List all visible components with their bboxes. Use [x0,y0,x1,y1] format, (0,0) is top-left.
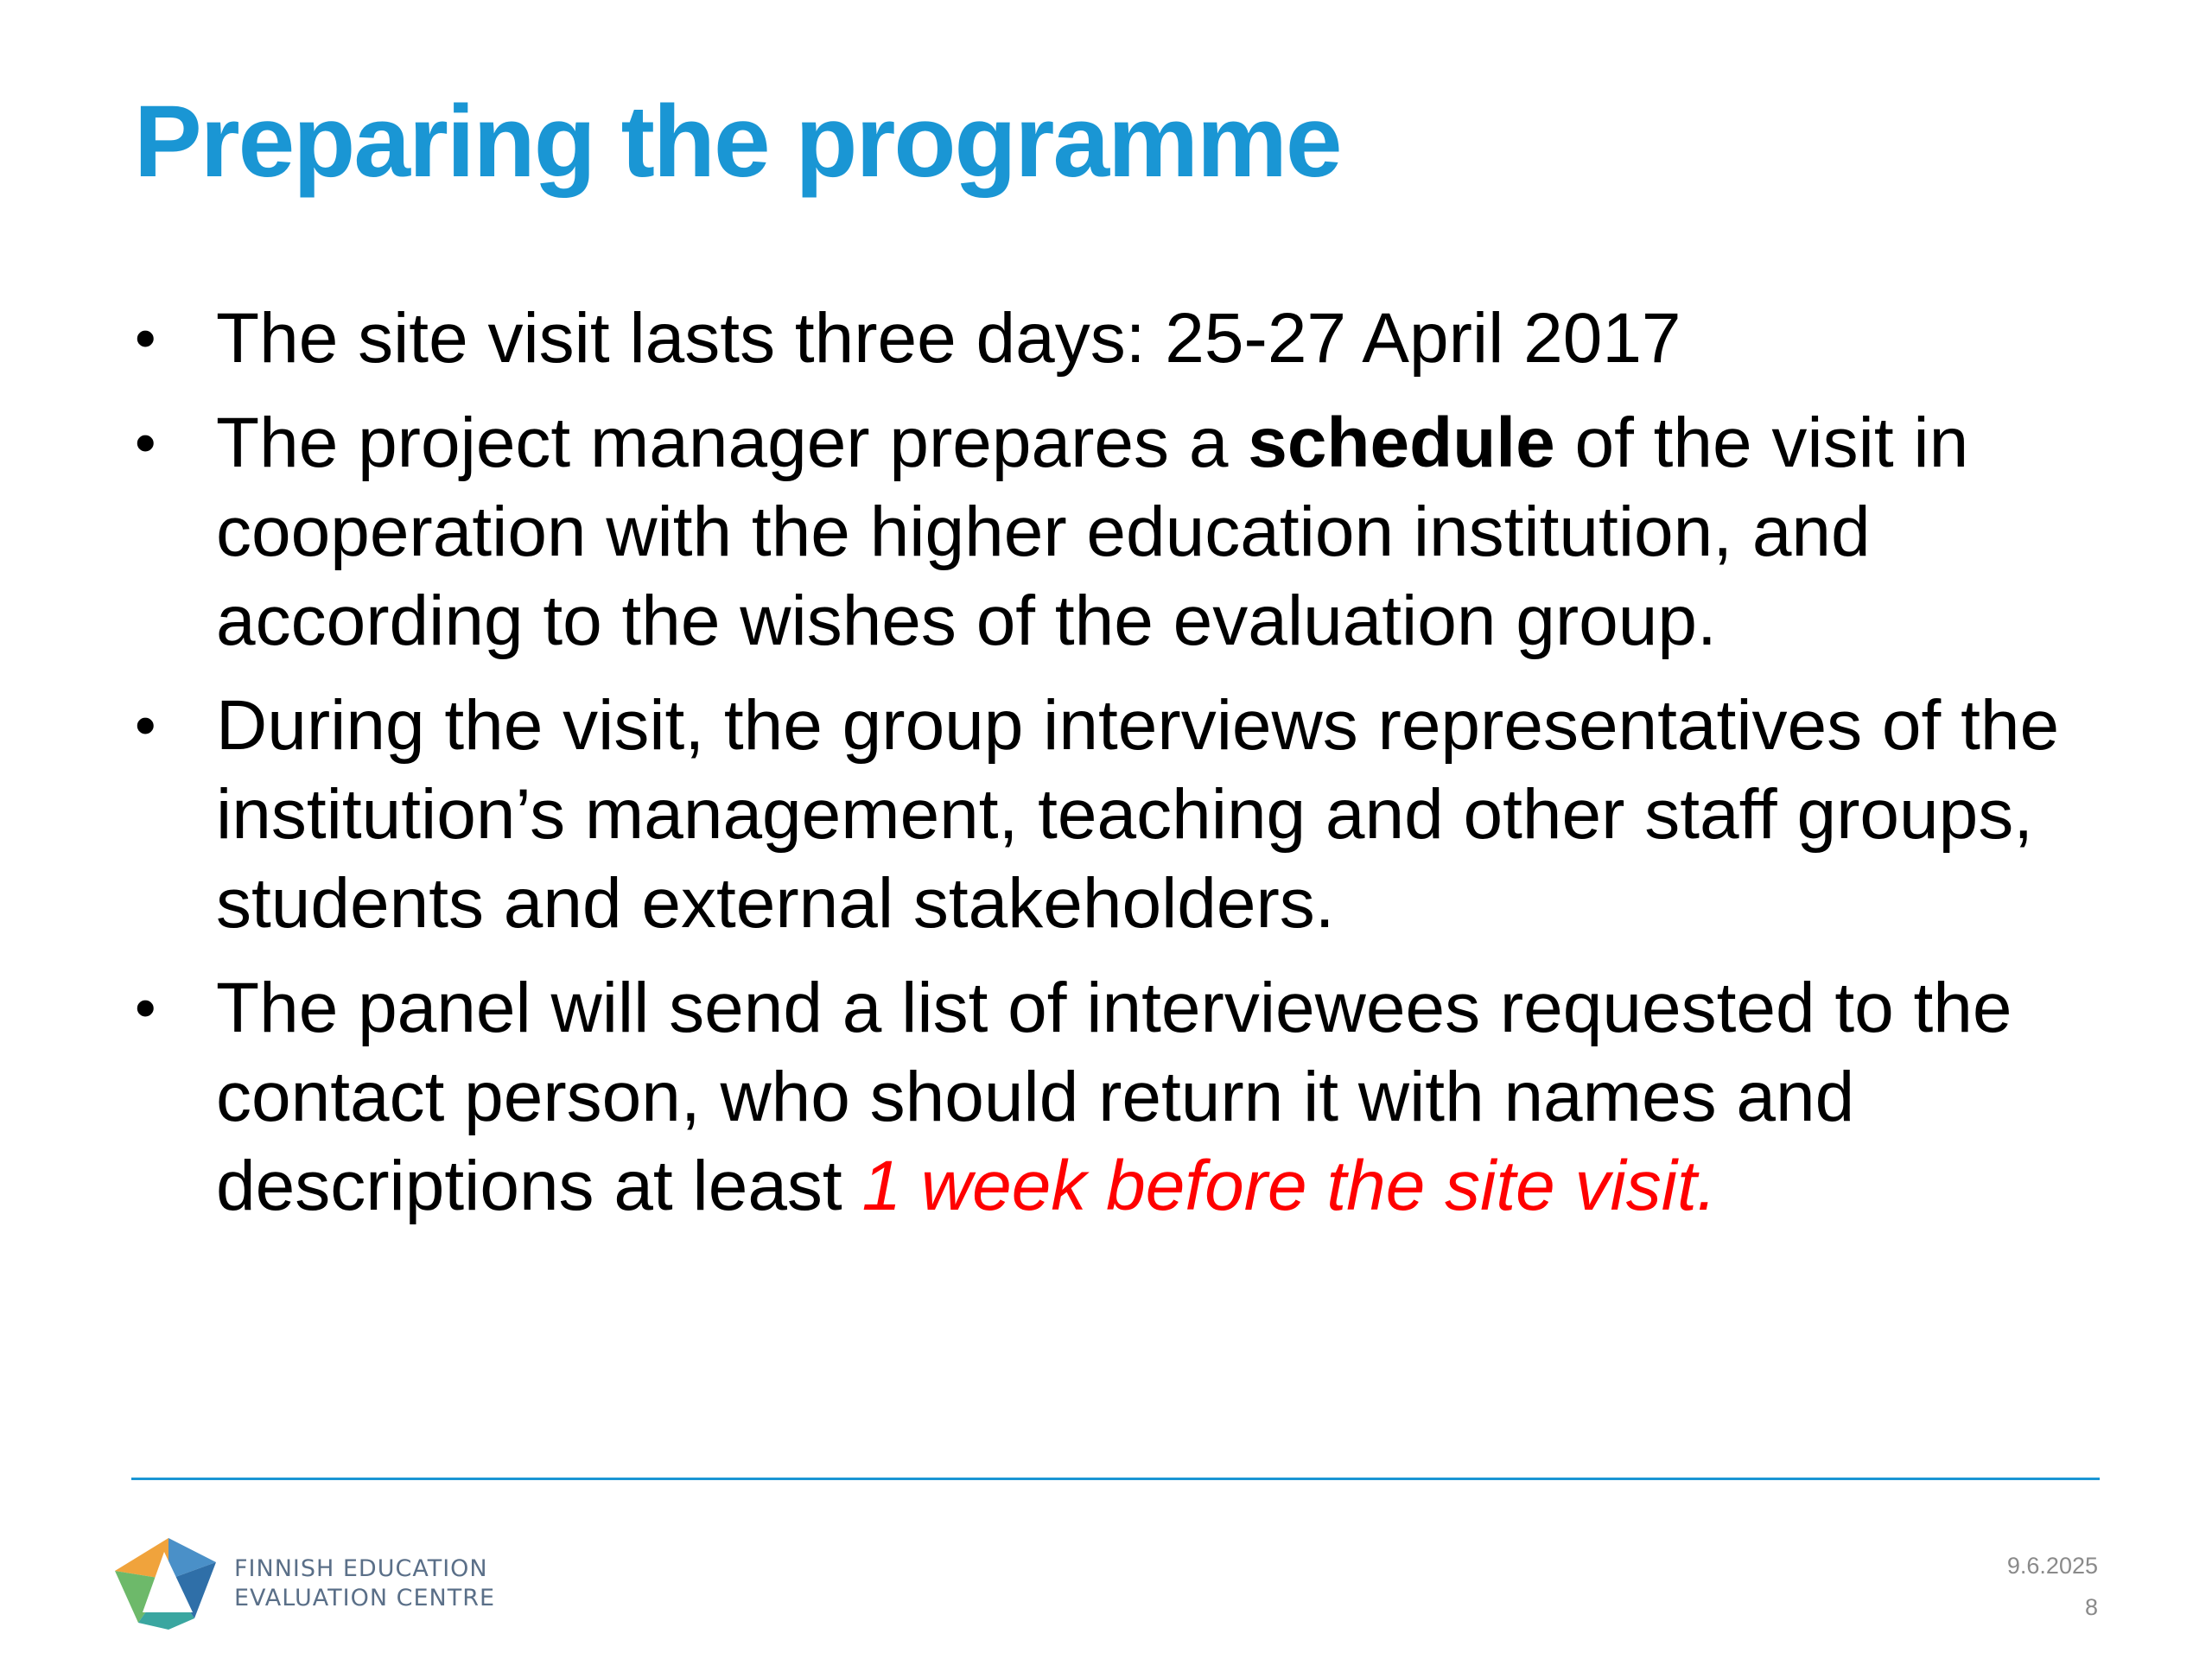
triangle-logo-icon [108,1536,220,1631]
bullet-text: The panel will send a list of interviewees requested to the contact person, who should return it with names and descriptions at least [216,969,2012,1225]
bullet-item [130,294,2117,383]
bullet-marker: • [135,691,156,759]
footer-logo [108,1536,495,1631]
logo-line-1: FINNISH EDUCATION [234,1555,488,1582]
logo-line-2: EVALUATION CENTRE [234,1585,496,1611]
slide-date: 9.6.2025 [2006,1553,2098,1579]
slide-page-number: 8 [2084,1594,2098,1620]
footer-divider [131,1478,2100,1480]
slide-title: Preparing the programme [134,85,1341,199]
bullet-text: The project manager prepares a [216,404,1249,482]
bullet-text: of the visit in cooperation with the higher education institution, and according to the wishes of the evaluation group. [216,404,1969,660]
bullet-text: The site visit lasts three days: 25-27 April 2017 [216,299,1681,378]
bullet-bold-text: schedule [1248,404,1555,482]
bullet-marker: • [135,974,156,1041]
bullet-item [130,963,2117,1230]
organization-name [234,1554,495,1613]
bullet-list [130,294,2117,1246]
bullet-item [130,398,2117,665]
bullet-marker: • [135,304,156,372]
bullet-marker: • [135,409,156,476]
bullet-highlight-text: 1 week before the site visit. [861,1147,1717,1225]
bullet-text: During the visit, the group interviews representatives of the institution’s management, teaching and other staff groups, students and external stakeholders. [216,686,2060,943]
bullet-item [130,681,2117,948]
